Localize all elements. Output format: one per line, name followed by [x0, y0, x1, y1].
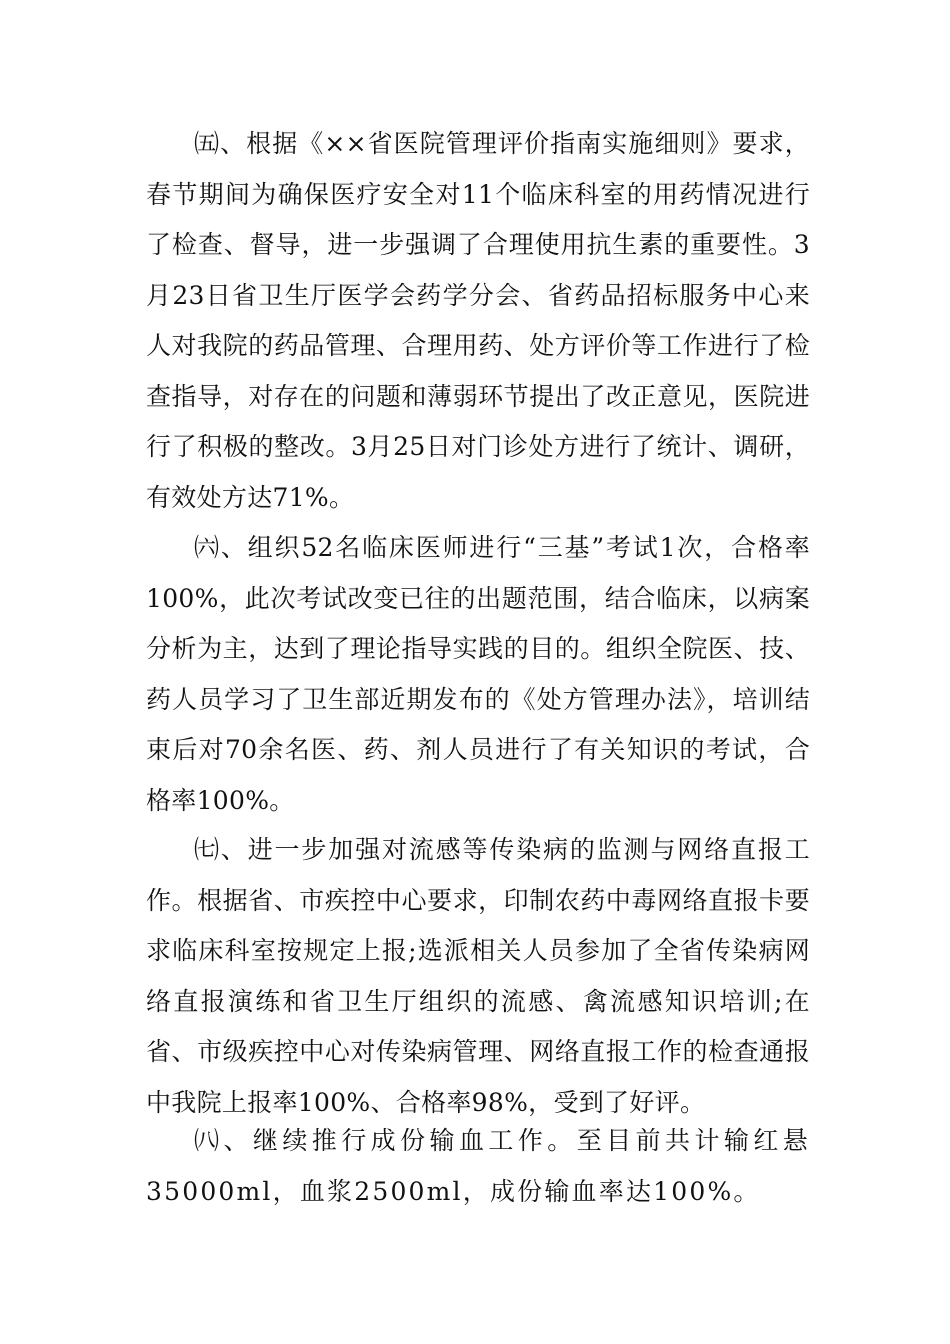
- paragraph-item-7: ㈦、进一步加强对流感等传染病的监测与网络直报工作。根据省、市疾控中心要求，印制农药中毒网络直报卡要求临床科室按规定上报;选派相关人员参加了全省传染病网络直报演练和省卫生厅组织的流感、禽流感知识培训;在省、市级疾控中心对传染病管理、网络直报工作的检查通报中我院上报率100%、合格率98%，受到了好评。: [146, 835, 810, 1117]
- paragraph-item-8: ㈧、继续推行成份输血工作。至目前共计输红悬35000ml，血浆2500ml，成份输血率达100%。: [146, 1126, 810, 1206]
- paragraph-item-5: ㈤、根据《××省医院管理评价指南实施细则》要求，春节期间为确保医疗安全对11个临床科室的用药情况进行了检查、督导，进一步强调了合理使用抗生素的重要性。3月23日省卫生厅医学会药学分会、省药品招标服务中心来人对我院的药品管理、合理用药、处方评价等工作进行了检查指导，对存在的问题和薄弱环节提出了改正意见，医院进行了积极的整改。3月25日对门诊处方进行了统计、调研，有效处方达71%。: [146, 129, 810, 512]
- paragraph-item-6: ㈥、组织52名临床医师进行“三基”考试1次，合格率100%，此次考试改变已往的出题范围，结合临床，以病案分析为主，达到了理论指导实践的目的。组织全院医、技、药人员学习了卫生部近期发布的《处方管理办法》，培训结束后对70余名医、药、剂人员进行了有关知识的考试，合格率100%。: [146, 533, 810, 815]
